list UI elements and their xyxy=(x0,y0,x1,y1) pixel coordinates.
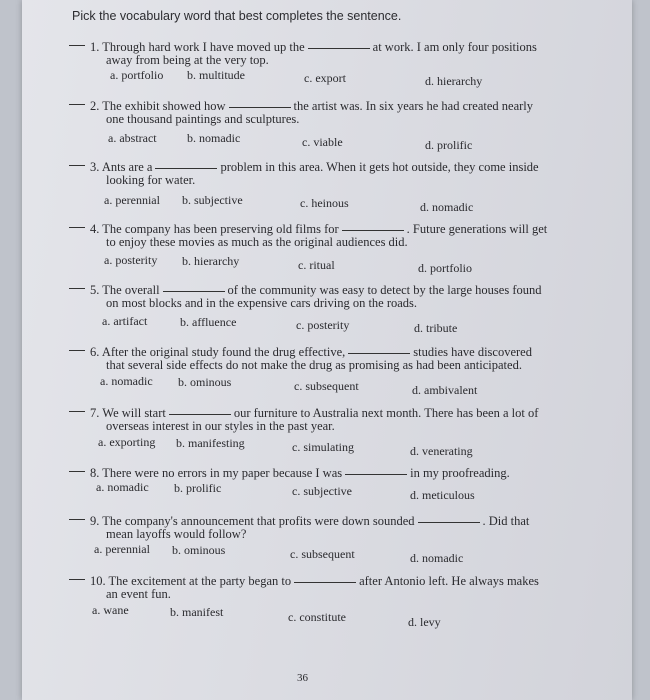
sentence-blank xyxy=(342,230,404,231)
option-b: b. nomadic xyxy=(187,131,241,145)
question-2 xyxy=(22,99,622,163)
question-4 xyxy=(22,222,622,286)
question-text-continued: an event fun. xyxy=(106,587,171,601)
option-d: d. meticulous xyxy=(410,488,475,502)
option-d: d. tribute xyxy=(414,321,458,335)
option-d: d. hierarchy xyxy=(425,74,483,88)
sentence-blank xyxy=(229,107,291,108)
option-d: d. ambivalent xyxy=(412,383,478,397)
question-9 xyxy=(22,514,622,578)
sentence-blank xyxy=(348,353,410,354)
option-b: b. affluence xyxy=(180,315,237,329)
option-a: a. posterity xyxy=(104,253,158,267)
sentence-blank xyxy=(169,414,231,415)
question-5 xyxy=(22,283,622,347)
question-text-continued: overseas interest in our styles in the past year. xyxy=(106,419,335,433)
option-c: c. simulating xyxy=(292,440,354,454)
option-c: c. subsequent xyxy=(294,379,359,393)
option-b: b. hierarchy xyxy=(182,254,240,268)
option-a: a. nomadic xyxy=(96,480,149,494)
answer-blank[interactable] xyxy=(69,411,85,412)
question-text-continued: that several side effects do not make the drug as promising as had been anticipated. xyxy=(106,358,522,372)
question-6 xyxy=(22,345,622,409)
sentence-blank xyxy=(418,522,480,523)
option-d: d. nomadic xyxy=(420,200,474,214)
sentence-blank xyxy=(155,168,217,169)
option-d: d. levy xyxy=(408,615,441,629)
answer-blank[interactable] xyxy=(69,45,85,46)
instructions: Pick the vocabulary word that best completes the sentence. xyxy=(72,9,402,23)
option-b: b. multitude xyxy=(187,68,245,82)
answer-blank[interactable] xyxy=(69,579,85,580)
sentence-blank xyxy=(308,48,370,49)
question-text-continued: to enjoy these movies as much as the original audiences did. xyxy=(106,235,408,249)
option-a: a. artifact xyxy=(102,314,148,328)
option-c: c. heinous xyxy=(300,196,349,210)
option-c: c. export xyxy=(304,71,346,85)
sentence-blank xyxy=(345,474,407,475)
option-a: a. perennial xyxy=(104,193,160,207)
question-text-continued: away from being at the very top. xyxy=(106,53,269,67)
option-b: b. manifesting xyxy=(176,436,245,450)
option-d: d. portfolio xyxy=(418,261,472,275)
option-a: a. portfolio xyxy=(110,68,164,82)
question-text: 8. There were no errors in my paper because I was in my proofreading. xyxy=(90,466,510,480)
answer-blank[interactable] xyxy=(69,104,85,105)
option-c: c. viable xyxy=(302,135,343,149)
question-text-continued: on most blocks and in the expensive cars driving on the roads. xyxy=(106,296,418,310)
answer-blank[interactable] xyxy=(69,165,85,166)
option-d: d. prolific xyxy=(425,138,473,152)
question-1 xyxy=(22,40,622,104)
answer-blank[interactable] xyxy=(69,519,85,520)
sentence-blank xyxy=(294,582,356,583)
question-text-continued: mean layoffs would follow? xyxy=(106,527,247,541)
option-d: d. nomadic xyxy=(410,551,464,565)
option-b: b. manifest xyxy=(170,605,224,619)
question-text: 5. The overall of the community was easy to detect by the large houses found xyxy=(90,283,542,297)
option-b: b. ominous xyxy=(178,375,232,389)
sentence-blank xyxy=(163,291,225,292)
option-a: a. perennial xyxy=(94,542,150,556)
question-10 xyxy=(22,574,622,638)
option-b: b. prolific xyxy=(174,481,222,495)
option-b: b. subjective xyxy=(182,193,243,207)
option-c: c. ritual xyxy=(298,258,335,272)
option-c: c. subsequent xyxy=(290,547,355,561)
option-a: a. wane xyxy=(92,603,129,617)
question-text: 10. The excitement at the party began to after Antonio left. He always makes xyxy=(90,574,539,588)
option-c: c. constitute xyxy=(288,610,346,624)
question-text: 1. Through hard work I have moved up the at work. I am only four positions xyxy=(90,40,537,54)
answer-blank[interactable] xyxy=(69,227,85,228)
option-a: a. exporting xyxy=(98,435,156,449)
answer-blank[interactable] xyxy=(69,350,85,351)
option-d: d. venerating xyxy=(410,444,473,458)
option-c: c. subjective xyxy=(292,484,352,498)
question-7 xyxy=(22,406,622,470)
question-text: 6. After the original study found the drug effective, studies have discovered xyxy=(90,345,532,359)
page-number: 36 xyxy=(297,672,308,684)
option-a: a. abstract xyxy=(108,131,157,145)
question-3 xyxy=(22,160,622,224)
question-text: 9. The company's announcement that profits were down sounded . Did that xyxy=(90,514,530,528)
option-a: a. nomadic xyxy=(100,374,153,388)
question-text: 7. We will start our furniture to Australia next month. There has been a lot of xyxy=(90,406,539,420)
question-text: 3. Ants are a problem in this area. When it gets hot outside, they come inside xyxy=(90,160,539,174)
option-c: c. posterity xyxy=(296,318,350,332)
question-text: 4. The company has been preserving old films for . Future generations will get xyxy=(90,222,548,236)
answer-blank[interactable] xyxy=(69,288,85,289)
question-text-continued: one thousand paintings and sculptures. xyxy=(106,112,300,126)
question-text: 2. The exhibit showed how the artist was. In six years he had created nearly xyxy=(90,99,534,113)
question-text-continued: looking for water. xyxy=(106,173,196,187)
worksheet-page xyxy=(22,0,632,700)
answer-blank[interactable] xyxy=(69,471,85,472)
option-b: b. ominous xyxy=(172,543,226,557)
